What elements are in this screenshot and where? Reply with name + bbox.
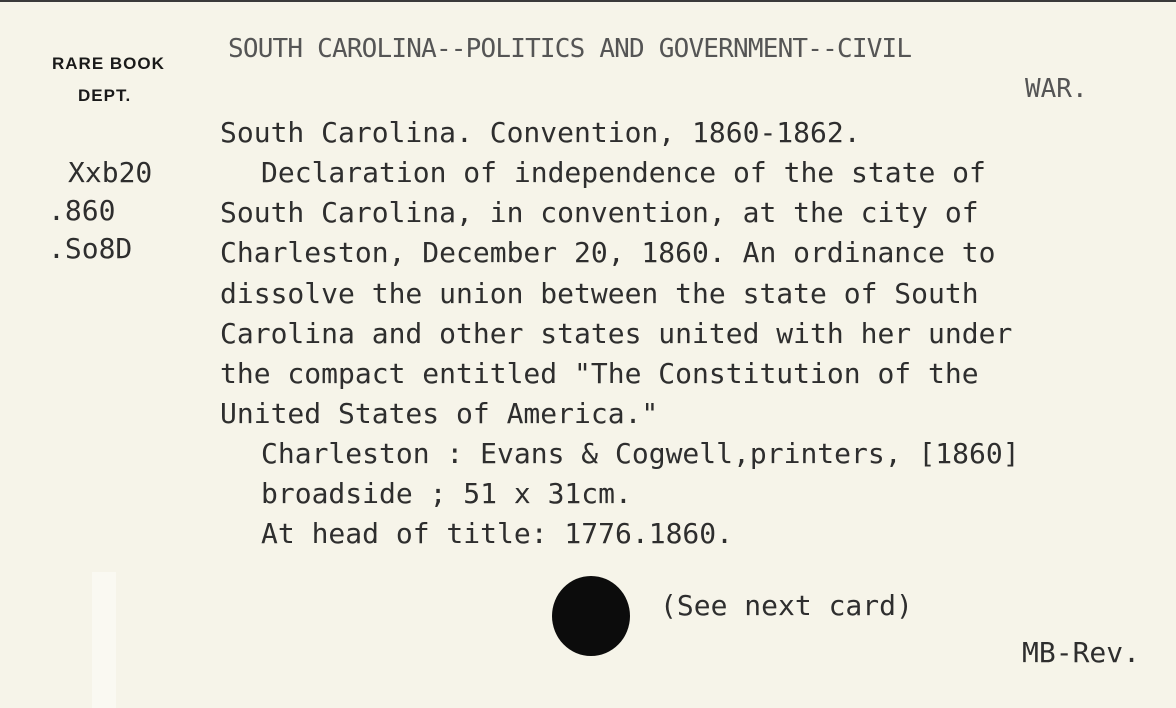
revision-mark: MB-Rev.	[1022, 636, 1141, 669]
paper-strip	[92, 572, 116, 708]
title-line: Declaration of independence of the state of	[261, 156, 986, 189]
call-number-line-2: .860	[48, 194, 116, 227]
title-line: South Carolina, in convention, at the city of	[220, 196, 979, 229]
main-entry: South Carolina. Convention, 1860-1862.	[220, 116, 861, 149]
title-line: United States of America."	[220, 397, 659, 430]
title-line: Charleston, December 20, 1860. An ordinance to	[220, 236, 996, 269]
stamp-dept: DEPT.	[78, 86, 132, 105]
punch-hole	[552, 576, 630, 656]
title-line: Carolina and other states united with her under	[220, 317, 1013, 350]
title-line: the compact entitled "The Constitution of the	[220, 357, 979, 390]
physical-description: broadside ; 51 x 31cm.	[261, 477, 632, 510]
stamp-rare-book: RARE BOOK	[52, 54, 165, 73]
call-number-line-1: Xxb20	[68, 156, 153, 189]
subject-heading-line-2: WAR.	[1025, 74, 1088, 104]
continuation-note: (See next card)	[660, 589, 913, 622]
note: At head of title: 1776.1860.	[261, 517, 734, 550]
imprint: Charleston : Evans & Cogwell,printers, [1860]	[261, 437, 1020, 470]
subject-heading-line-1: SOUTH CAROLINA--POLITICS AND GOVERNMENT--CIVIL	[228, 34, 912, 64]
call-number-line-3: .So8D	[48, 232, 133, 265]
title-line: dissolve the union between the state of South	[220, 277, 979, 310]
